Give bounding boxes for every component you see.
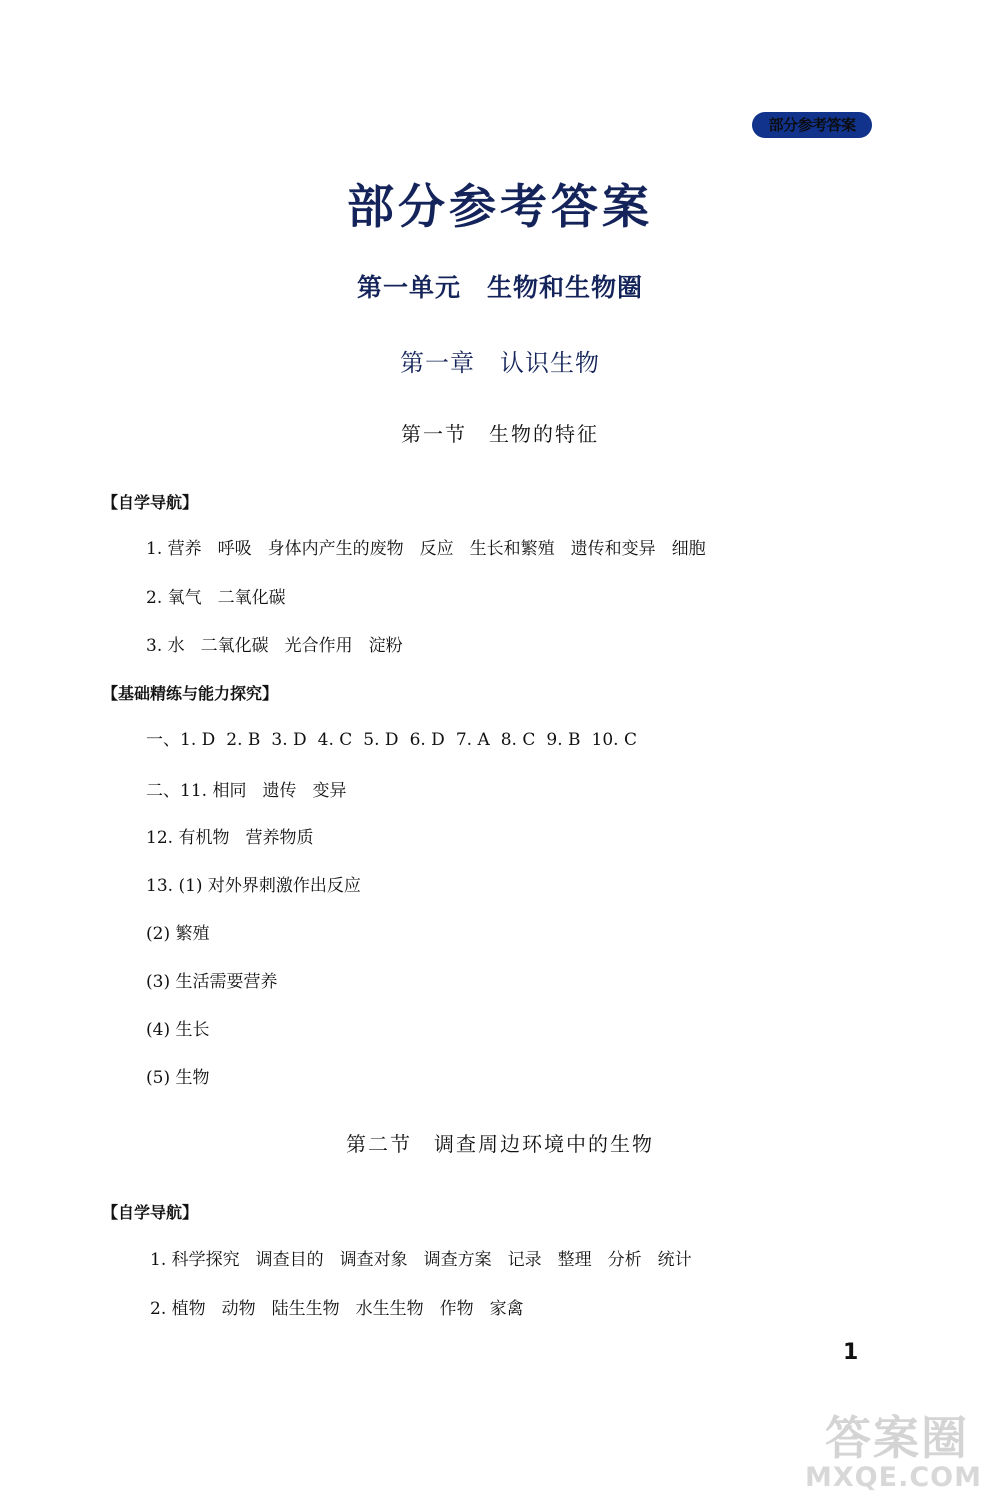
answer-line: (5) 生物 [146, 1068, 210, 1088]
answer-line: (2) 繁殖 [146, 924, 210, 944]
chapter-title: 第一章 认识生物 [400, 349, 600, 377]
answer-line: (4) 生长 [146, 1020, 210, 1040]
answer-line: (3) 生活需要营养 [146, 972, 278, 992]
mc-answer-line: 一、1. D 2. B 3. D 4. C 5. D 6. D 7. A 8. C 9. B 10. C [146, 730, 637, 750]
answer-line: 2. 植物 动物 陆生生物 水生生物 作物 家禽 [150, 1299, 524, 1319]
answer-line: 1. 营养 呼吸 身体内产生的废物 反应 生长和繁殖 遗传和变异 细胞 [146, 539, 706, 559]
answer-line: 12. 有机物 营养物质 [146, 828, 314, 848]
header-badge: 部分参考答案 [752, 112, 872, 138]
self-study-heading-1: 【自学导航】 [102, 493, 199, 512]
answer-line: 二、11. 相同 遗传 变异 [146, 781, 347, 801]
answer-line: 13. (1) 对外界刺激作出反应 [146, 876, 361, 896]
answer-line: 1. 科学探究 调查目的 调查对象 调查方案 记录 整理 分析 统计 [150, 1250, 692, 1270]
unit-title: 第一单元 生物和生物圈 [356, 273, 643, 302]
section-title-2: 第二节 调查周边环境中的生物 [346, 1132, 654, 1156]
practice-heading: 【基础精练与能力探究】 [102, 684, 279, 703]
answer-line: 2. 氧气 二氧化碳 [146, 588, 286, 608]
self-study-heading-2: 【自学导航】 [102, 1203, 199, 1222]
page-title: 部分参考答案 [347, 180, 653, 235]
watermark-url: MXQE.COM [805, 1462, 982, 1493]
section-title-1: 第一节 生物的特征 [401, 422, 599, 446]
page-number: 1 [843, 1340, 859, 1365]
answer-line: 3. 水 二氧化碳 光合作用 淀粉 [146, 636, 403, 656]
watermark-logo [805, 1400, 1000, 1503]
watermark-text: 答案圈 [825, 1411, 969, 1465]
